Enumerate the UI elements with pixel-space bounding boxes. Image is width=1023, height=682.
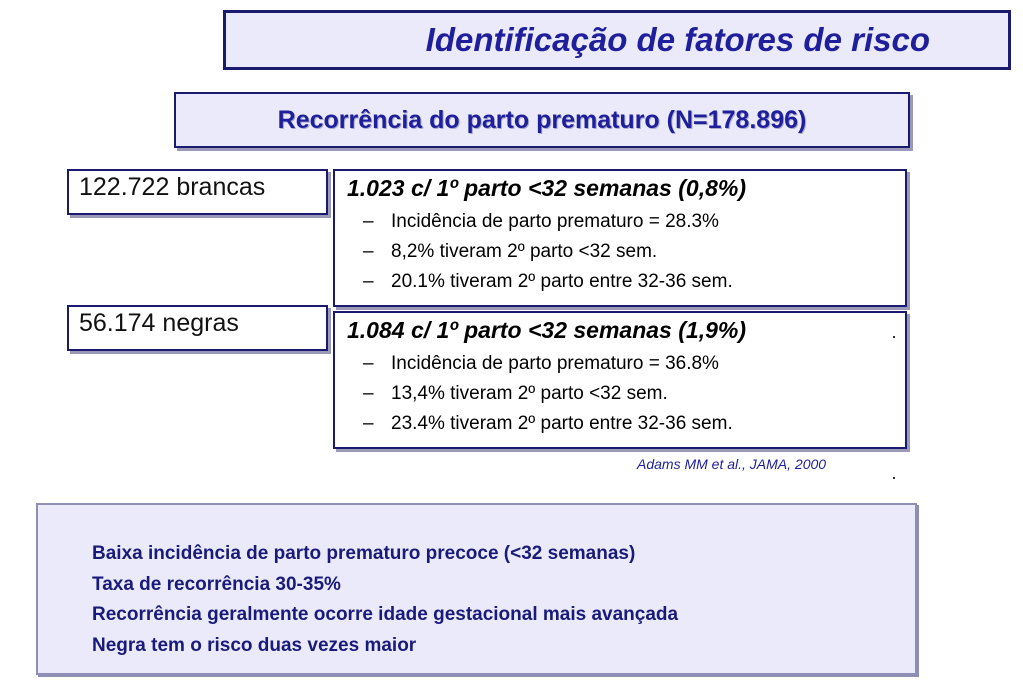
- summary-item: Negra tem o risco duas vezes maior: [92, 634, 417, 656]
- summary-list: [92, 539, 678, 661]
- decorative-dot: [893, 336, 895, 338]
- group-label-box-negras: [67, 305, 328, 351]
- detail-list-negras: [363, 349, 733, 439]
- list-item: – Incidência de parto prematuro = 36.8%: [391, 349, 733, 379]
- list-item: – 8,2% tiveram 2º parto <32 sem.: [391, 237, 733, 267]
- citation: Adams MM et al., JAMA, 2000: [637, 456, 827, 472]
- detail-headline-negras: 1.084 c/ 1º parto <32 semanas (1,9%): [347, 317, 746, 343]
- dash-marker: –: [363, 413, 374, 434]
- title-banner: [223, 10, 1011, 70]
- group-label-box-brancas: [67, 169, 328, 215]
- list-item: – 23.4% tiveram 2º parto entre 32-36 sem.: [391, 409, 733, 439]
- detail-headline-brancas: 1.023 c/ 1º parto <32 semanas (0,8%): [347, 175, 746, 201]
- dash-marker: –: [363, 241, 374, 262]
- dash-marker: –: [363, 383, 374, 404]
- summary-item: Recorrência geralmente ocorre idade gestacional mais avançada: [92, 604, 679, 625]
- summary-box: [36, 503, 917, 675]
- dash-marker: –: [363, 353, 374, 374]
- summary-item: Taxa de recorrência 30-35%: [92, 573, 341, 595]
- list-item: – 20.1% tiveram 2º parto entre 32-36 sem.: [391, 267, 733, 297]
- dash-marker: –: [363, 211, 374, 232]
- list-item: – 13,4% tiveram 2º parto <32 sem.: [391, 379, 733, 409]
- detail-list-brancas: [363, 207, 733, 297]
- list-item: – Incidência de parto prematuro = 28.3%: [391, 207, 733, 237]
- decorative-dot: [893, 477, 895, 479]
- group-label-negras: 56.174 negras: [79, 309, 239, 337]
- subtitle-banner: [174, 92, 910, 148]
- detail-box-negras: [333, 311, 907, 449]
- dash-marker: –: [363, 271, 374, 292]
- summary-item: Baixa incidência de parto prematuro precoce (<32 semanas): [92, 543, 636, 564]
- group-label-brancas: 122.722 brancas: [79, 173, 266, 201]
- detail-box-brancas: [333, 169, 907, 307]
- slide-subtitle: Recorrência do parto prematuro (N=178.896): [277, 105, 807, 134]
- slide-title: Identificação de fatores de risco: [425, 21, 930, 58]
